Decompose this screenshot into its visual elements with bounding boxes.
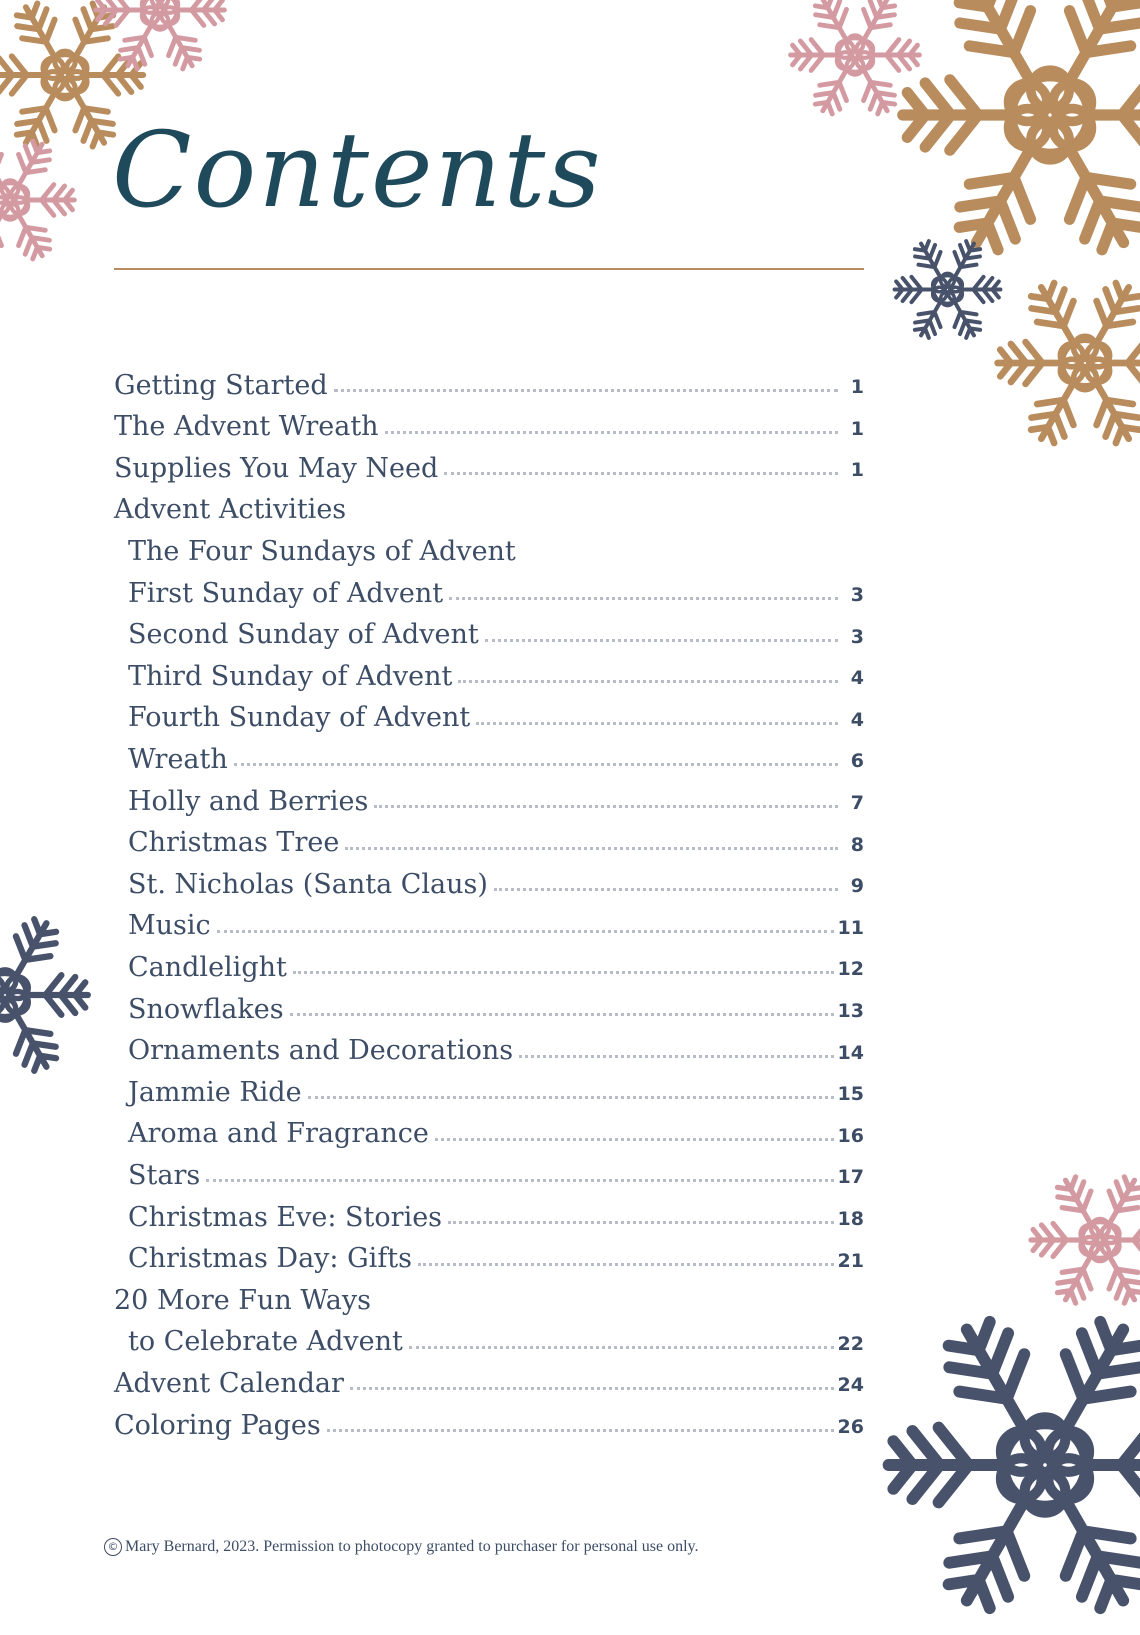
dot-leader bbox=[385, 431, 838, 434]
toc-entry bbox=[114, 1234, 864, 1276]
toc-entry-label: Advent Activities bbox=[114, 494, 347, 526]
toc-entry-label: Advent Calendar bbox=[114, 1368, 344, 1399]
toc-entry-label: Christmas Eve: Stories bbox=[128, 1201, 443, 1233]
toc-entry-label: St. Nicholas (Santa Claus) bbox=[128, 868, 488, 900]
toc-entry-page: 1 bbox=[850, 376, 864, 398]
dot-leader bbox=[217, 930, 834, 933]
toc-entry-label: Jammie Ride bbox=[128, 1076, 302, 1108]
toc-entry bbox=[114, 568, 864, 610]
toc-entry-label: Holly and Berries bbox=[128, 785, 369, 817]
toc-entry-page: 17 bbox=[837, 1166, 864, 1189]
toc-entry-label: Getting Started bbox=[114, 369, 328, 401]
toc-entry-label: Stars bbox=[128, 1160, 201, 1191]
toc-entry-label: The Four Sundays of Advent bbox=[128, 536, 516, 567]
toc-entry-page: 3 bbox=[850, 625, 864, 648]
toc-entry-label: Aroma and Fragrance bbox=[128, 1118, 429, 1150]
dot-leader bbox=[458, 680, 838, 683]
dot-leader bbox=[234, 763, 838, 766]
toc-entry-page: 13 bbox=[837, 1000, 864, 1022]
toc-entry-label: Third Sunday of Advent bbox=[128, 660, 453, 692]
toc-entry bbox=[114, 1026, 864, 1068]
toc-entry-label: Snowflakes bbox=[128, 993, 284, 1025]
toc-entry-label: First Sunday of Advent bbox=[128, 577, 444, 609]
dot-leader bbox=[206, 1179, 833, 1182]
copyright-text: Mary Bernard, 2023. Permission to photocopy granted to purchaser for personal use only. bbox=[125, 1538, 699, 1555]
dot-leader bbox=[418, 1263, 834, 1266]
toc-entry bbox=[114, 651, 864, 693]
dot-leader bbox=[334, 389, 838, 392]
copyright-icon: © bbox=[104, 1538, 122, 1556]
toc-entry-label: Ornaments and Decorations bbox=[128, 1035, 514, 1067]
toc-entry bbox=[114, 443, 864, 485]
dot-leader bbox=[350, 1387, 834, 1390]
dot-leader bbox=[485, 639, 838, 642]
toc-entry-page: 11 bbox=[837, 916, 864, 939]
toc-entry bbox=[114, 1275, 864, 1317]
toc-entry-page: 21 bbox=[837, 1249, 864, 1272]
toc-entry-page: 12 bbox=[837, 958, 864, 981]
toc-entry bbox=[114, 1192, 864, 1234]
toc-entry-page: 15 bbox=[837, 1083, 864, 1106]
toc-entry-page: 24 bbox=[837, 1374, 864, 1397]
toc-entry-label: to Celebrate Advent bbox=[128, 1326, 403, 1358]
toc-entry-label: Wreath bbox=[128, 744, 228, 775]
toc-entry-label: Christmas Day: Gifts bbox=[128, 1243, 413, 1275]
toc-entry-label: The Advent Wreath bbox=[114, 411, 379, 443]
toc-entry bbox=[114, 1400, 864, 1442]
toc-entry-page: 4 bbox=[850, 708, 864, 731]
toc-entry bbox=[114, 1109, 864, 1151]
snowflake-icon bbox=[70, 0, 250, 80]
dot-leader bbox=[409, 1346, 834, 1349]
toc-entry bbox=[114, 734, 864, 776]
toc-entry-label: Candlelight bbox=[128, 952, 287, 983]
toc-entry-page: 8 bbox=[850, 833, 864, 856]
toc-entry-page: 14 bbox=[837, 1041, 864, 1064]
dot-leader bbox=[293, 971, 834, 974]
toc-entry bbox=[114, 942, 864, 984]
toc-entry bbox=[114, 859, 864, 901]
toc-entry bbox=[114, 526, 864, 568]
toc-entry-page: 26 bbox=[837, 1416, 864, 1438]
toc-entry-page: 6 bbox=[850, 750, 864, 773]
toc-entry bbox=[114, 402, 864, 444]
toc-entry bbox=[114, 693, 864, 735]
toc-entry-label: Supplies You May Need bbox=[114, 452, 439, 484]
dot-leader bbox=[290, 1013, 834, 1016]
snowflake-icon bbox=[875, 1295, 1140, 1635]
toc-entry-label: Music bbox=[128, 910, 211, 942]
toc-entry bbox=[114, 1150, 864, 1192]
copyright-footer bbox=[104, 1538, 699, 1556]
snowflake-icon bbox=[0, 130, 80, 270]
dot-leader bbox=[449, 597, 838, 600]
toc-entry-page: 4 bbox=[850, 667, 864, 690]
toc-entry-page: 9 bbox=[850, 875, 864, 898]
dot-leader bbox=[435, 1138, 834, 1141]
dot-leader bbox=[327, 1429, 834, 1432]
page-title: Contents bbox=[112, 109, 603, 231]
snowflake-icon bbox=[0, 905, 95, 1085]
dot-leader bbox=[374, 805, 838, 808]
toc-entry-page: 18 bbox=[837, 1208, 864, 1230]
toc-entry bbox=[114, 360, 864, 402]
toc-entry bbox=[114, 485, 864, 527]
toc-entry-label: 20 More Fun Ways bbox=[114, 1284, 372, 1316]
dot-leader bbox=[476, 722, 838, 725]
toc-entry bbox=[114, 818, 864, 860]
title-divider bbox=[114, 268, 864, 270]
toc-entry-page: 3 bbox=[850, 584, 864, 606]
dot-leader bbox=[308, 1096, 834, 1099]
dot-leader bbox=[448, 1221, 834, 1224]
toc-entry-label: Coloring Pages bbox=[114, 1409, 321, 1441]
toc-entry bbox=[114, 610, 864, 652]
snowflake-icon bbox=[1025, 1165, 1140, 1315]
toc-entry-page: 1 bbox=[850, 417, 864, 440]
snowflake-icon bbox=[890, 232, 1005, 347]
toc-entry-label: Christmas Tree bbox=[128, 827, 340, 859]
toc-entry bbox=[114, 1067, 864, 1109]
toc-entry-label: Fourth Sunday of Advent bbox=[128, 702, 471, 734]
dot-leader bbox=[519, 1055, 833, 1058]
dot-leader bbox=[444, 472, 838, 475]
dot-leader bbox=[345, 847, 838, 850]
toc-entry-page: 16 bbox=[837, 1124, 864, 1147]
toc-entry-page: 7 bbox=[850, 792, 864, 814]
toc-entry bbox=[114, 901, 864, 943]
toc-entry-page: 22 bbox=[837, 1332, 864, 1355]
toc-entry-page: 1 bbox=[850, 459, 864, 482]
toc-entry bbox=[114, 776, 864, 818]
toc-entry bbox=[114, 1317, 864, 1359]
toc-entry bbox=[114, 984, 864, 1026]
toc-entry bbox=[114, 1358, 864, 1400]
snowflake-icon bbox=[990, 268, 1140, 458]
dot-leader bbox=[494, 888, 838, 891]
toc-entry-label: Second Sunday of Advent bbox=[128, 619, 479, 651]
